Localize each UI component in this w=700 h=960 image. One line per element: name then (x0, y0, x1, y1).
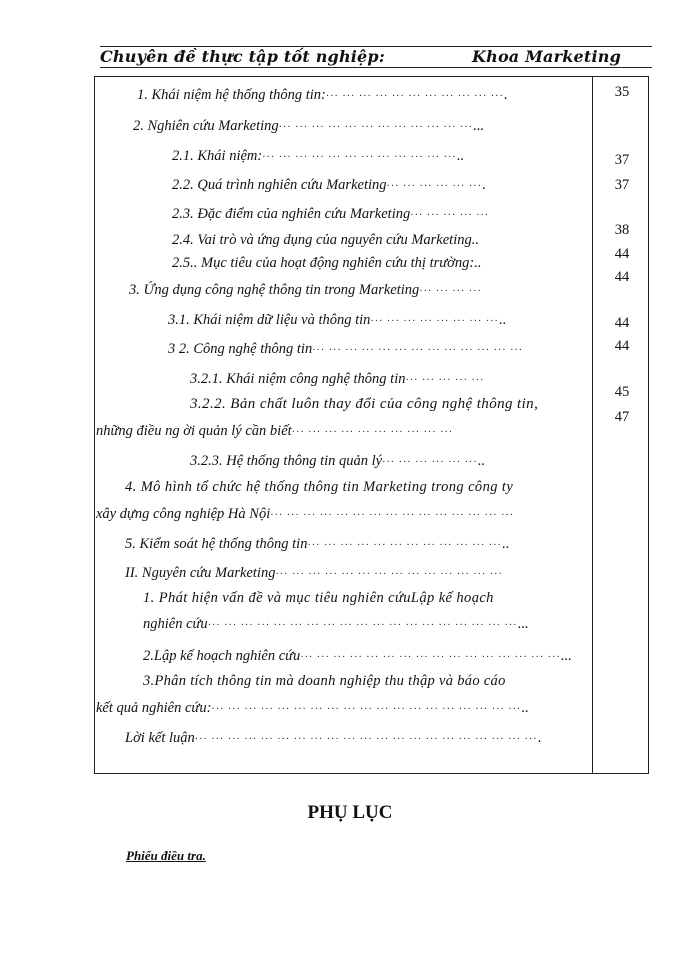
toc-entry-leader: ··· ··· ··· ··· ··· ··· ··· ··· ··· ··· ··· ··· (278, 122, 474, 133)
toc-entry (168, 311, 506, 331)
toc-entry-text: 3.1. Khái niệm dữ liệu và thông tin (168, 312, 371, 328)
toc-entry (143, 615, 528, 635)
toc-entry-text: kết quả nghiên cứu: (96, 700, 212, 716)
toc-entry (168, 340, 523, 360)
toc-page-number: 35 (614, 84, 630, 100)
toc-entry (137, 86, 507, 106)
toc-entry (125, 535, 509, 555)
toc-entry-text: 2.1. Khái niệm: (172, 148, 263, 164)
toc-entry-text: 3.2.1. Khái niệm công nghệ thông tin (190, 371, 406, 387)
toc-page-number: 37 (614, 177, 630, 193)
toc-entry (96, 699, 529, 719)
toc-entry-text: 2.4. Vai trò và ứng dụng của nguyên cứu Marketing.. (172, 232, 479, 248)
toc-entry-text: Lời kết luận (125, 730, 195, 746)
toc-entry-tail: . (481, 177, 486, 193)
toc-entry (172, 147, 464, 167)
toc-entry-text: 4. Mô hình tổ chức hệ thống thông tin Marketing trong công ty (125, 479, 514, 495)
toc-entry (190, 452, 485, 472)
toc-entry-tail: ... (560, 648, 572, 664)
toc-entry (143, 672, 506, 690)
toc-entry-text: 3.2.3. Hệ thống thông tin quản lý (190, 453, 383, 469)
toc-entry-tail: .. (498, 312, 507, 328)
toc-entry-tail: .. (456, 148, 464, 164)
toc-entry-text: 1. Khái niệm hệ thống thông tin: (137, 87, 326, 103)
toc-entry-leader: ··· ··· ··· ··· ··· ··· ··· ··· ··· ··· ··· ··· ··· ··· (275, 569, 503, 580)
toc-entry (125, 729, 541, 749)
toc-entry (96, 422, 453, 442)
toc-entry-text: 5. Kiểm soát hệ thống thông tin (125, 536, 308, 552)
toc-page-number: 44 (614, 269, 630, 285)
toc-entry-text: 2.3. Đặc điểm của nghiên cứu Marketing (172, 206, 411, 222)
header-left-text: Chuyên đề thực tập tốt nghiệp: (100, 47, 385, 66)
toc-entry-text: 3. Ứng dụng công nghệ thông tin trong Marketing (129, 282, 420, 298)
toc-entry-text: 3.2.2. Bản chất luôn thay đổi của công nghệ thông tin, (190, 396, 539, 412)
toc-entry-text: 2. Nghiên cứu Marketing (133, 118, 279, 134)
survey-form-link[interactable]: Phiếu điều tra. (126, 848, 206, 863)
toc-page-number: 44 (614, 338, 630, 354)
toc-page-number: 44 (614, 246, 630, 262)
toc-entry (96, 505, 514, 525)
toc-entry-leader: ··· ··· ··· ··· ··· ··· ··· ··· ··· ··· (291, 427, 454, 438)
toc-entry-leader: ··· ··· ··· ··· ··· ··· ··· ··· ··· ··· ··· ··· ··· ··· ··· ··· ··· ··· ··· (207, 620, 518, 631)
toc-entry-tail: .. (521, 700, 529, 716)
toc-page-number: 47 (614, 409, 630, 425)
toc-entry-leader: ··· ··· ··· ··· ··· ··· ··· ··· ··· ··· ··· ··· ··· (312, 345, 524, 356)
toc-page-number: 38 (614, 222, 630, 238)
toc-page-number: 45 (614, 384, 630, 400)
toc-entry-tail: . (503, 87, 508, 103)
toc-page-number: 37 (614, 152, 630, 168)
toc-entry (172, 254, 481, 272)
toc-entry-text: nghiên cứu (143, 616, 208, 632)
toc-entry (172, 205, 489, 225)
toc-entry-tail: ... (517, 616, 529, 632)
toc-entry-text: 2.2. Quá trình nghiên cứu Marketing (172, 177, 387, 193)
toc-entry-tail: .. (477, 453, 485, 469)
toc-entry-leader: ··· ··· ··· ··· ··· ··· ··· ··· (370, 316, 499, 327)
toc-entry-tail: .. (501, 536, 510, 552)
toc-entry-text: II. Nguyên cứu Marketing (125, 565, 276, 581)
toc-entry-text: 1. Phát hiện vấn đề và mục tiêu nghiên cứuLập kế hoạch (143, 590, 494, 606)
toc-entry (129, 281, 482, 301)
toc-entry-text: 3 2. Công nghệ thông tin (168, 341, 313, 357)
toc-entry (125, 564, 503, 584)
toc-entry-text: 2.5.. Mục tiêu của hoạt động nghiên cứu thị trường:.. (172, 255, 482, 271)
header-right-text: Khoa Marketing (472, 47, 622, 66)
toc-entry-leader: ··· ··· ··· ··· (419, 286, 482, 297)
appendix-title: PHỤ LỤC (307, 802, 393, 823)
toc-entry (143, 647, 572, 667)
toc-entry (190, 395, 538, 413)
toc-entry (133, 117, 484, 137)
header-rule-bottom (100, 67, 652, 68)
toc-page-number: 44 (614, 315, 630, 331)
toc-entry (172, 231, 479, 249)
toc-entry-leader: ··· ··· ··· ··· ··· ··· ··· ··· ··· ··· ··· ··· (307, 540, 502, 551)
page-number-column-divider (592, 76, 593, 774)
toc-entry (125, 478, 513, 496)
toc-entry (172, 176, 486, 196)
toc-entry-tail: . (537, 730, 542, 746)
toc-entry-text: những điều ng ời quản lý cần biết (96, 423, 292, 439)
toc-entry-leader: ··· ··· ··· ··· ··· ··· (386, 181, 482, 192)
toc-entry (143, 589, 494, 607)
toc-entry-leader: ··· ··· ··· ··· ··· (405, 375, 485, 386)
toc-entry-text: 3.Phân tích thông tin mà doanh nghiệp thu thập và báo cáo (143, 673, 506, 689)
toc-entry-leader: ··· ··· ··· ··· ··· ··· ··· ··· ··· ··· ··· ··· ··· ··· ··· (270, 510, 515, 521)
toc-entry-leader: ··· ··· ··· ··· ··· ··· ··· ··· ··· ··· ··· ··· (262, 152, 457, 163)
toc-entry-leader: ··· ··· ··· ··· ··· ··· (382, 457, 478, 468)
toc-entry-leader: ··· ··· ··· ··· ··· (410, 210, 490, 221)
toc-entry-text: xây dựng công nghiệp Hà Nội (96, 506, 271, 522)
toc-entry-leader: ··· ··· ··· ··· ··· ··· ··· ··· ··· ··· ··· ··· ··· ··· ··· ··· (300, 652, 561, 663)
toc-entry-text: 2.Lập kế hoạch nghiên cứu (143, 648, 301, 664)
toc-entry-leader: ··· ··· ··· ··· ··· ··· ··· ··· ··· ··· ··· (325, 91, 504, 102)
toc-entry-leader: ··· ··· ··· ··· ··· ··· ··· ··· ··· ··· ··· ··· ··· ··· ··· ··· ··· ··· ··· (211, 704, 522, 715)
toc-entry (190, 370, 484, 390)
toc-entry-tail: ... (473, 118, 484, 134)
toc-entry-leader: ··· ··· ··· ··· ··· ··· ··· ··· ··· ··· ··· ··· ··· ··· ··· ··· ··· ··· ··· ··· ··· (194, 734, 538, 745)
